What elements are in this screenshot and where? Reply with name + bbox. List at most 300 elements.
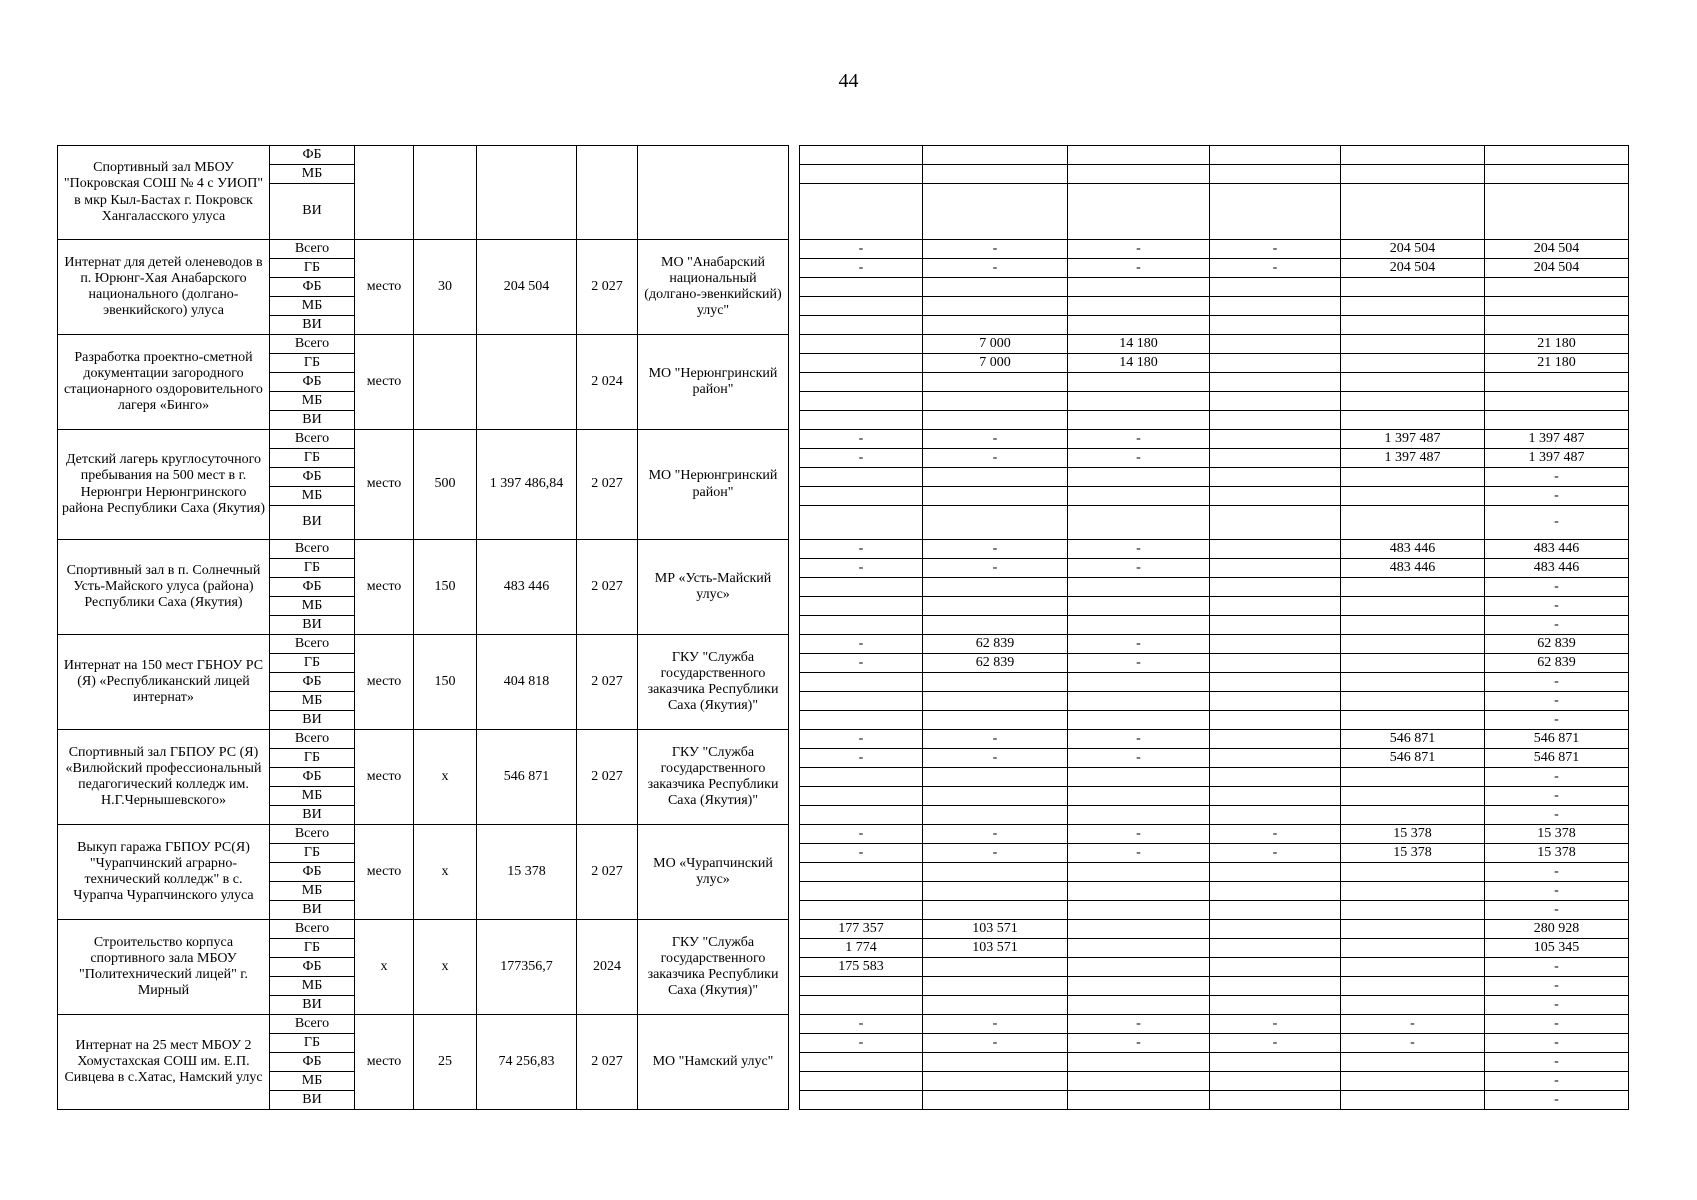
value-cell (800, 411, 923, 430)
value-cell (1341, 468, 1485, 487)
funding-type-cell: ФБ (270, 1053, 355, 1072)
value-cell (800, 316, 923, 335)
responsible-cell (638, 146, 789, 240)
value-cell (923, 278, 1068, 297)
value-cell: 1 397 487 (1341, 430, 1485, 449)
value-cell (1068, 787, 1210, 806)
value-cell (800, 184, 923, 240)
value-cell: 21 180 (1485, 335, 1629, 354)
value-cell (1068, 806, 1210, 825)
value-cell (1341, 635, 1485, 654)
value-cell: - (1341, 1015, 1485, 1034)
value-cell (1210, 578, 1341, 597)
responsible-cell: МО "Нерюнгринский район" (638, 430, 789, 540)
column-gap (789, 184, 800, 240)
value-cell (1341, 939, 1485, 958)
value-cell (1341, 1091, 1485, 1110)
column-gap (789, 354, 800, 373)
value-cell (1068, 711, 1210, 730)
capacity-cell (414, 335, 477, 430)
table-row (58, 335, 1629, 354)
column-gap (789, 939, 800, 958)
value-cell: - (1068, 430, 1210, 449)
table-row (58, 597, 1629, 616)
object-name-cell: Спортивный зал МБОУ "Покровская СОШ № 4 с УИОП" в мкр Кыл-Бастах г. Покровск Хангаласского улуса (58, 146, 270, 240)
funding-type-cell: ФБ (270, 578, 355, 597)
value-cell: 62 839 (923, 635, 1068, 654)
value-cell: - (1485, 1053, 1629, 1072)
value-cell (1210, 958, 1341, 977)
column-gap (789, 597, 800, 616)
unit-cell: место (355, 1015, 414, 1110)
funding-type-cell: МБ (270, 297, 355, 316)
funding-type-cell: ГБ (270, 749, 355, 768)
value-cell (1210, 806, 1341, 825)
value-cell (1068, 1053, 1210, 1072)
value-cell (1068, 882, 1210, 901)
table-row (58, 996, 1629, 1015)
value-cell (1210, 1053, 1341, 1072)
object-name-cell: Выкуп гаража ГБПОУ РС(Я) "Чурапчинский аграрно-технический колледж" в с. Чурапча Чурапчинского улуса (58, 825, 270, 920)
value-cell: - (923, 430, 1068, 449)
value-cell (923, 1072, 1068, 1091)
value-cell (1068, 901, 1210, 920)
table-row (58, 844, 1629, 863)
value-cell (1068, 597, 1210, 616)
value-cell (923, 768, 1068, 787)
value-cell: - (923, 844, 1068, 863)
value-cell (1210, 920, 1341, 939)
value-cell (1485, 373, 1629, 392)
value-cell (1068, 392, 1210, 411)
responsible-cell: ГКУ "Служба государственного заказчика Республики Саха (Якутия)" (638, 920, 789, 1015)
value-cell: - (1485, 901, 1629, 920)
table-row (58, 165, 1629, 184)
value-cell (1341, 711, 1485, 730)
value-cell (923, 787, 1068, 806)
table-row (58, 920, 1629, 939)
table-row (58, 316, 1629, 335)
value-cell (923, 297, 1068, 316)
column-gap (789, 635, 800, 654)
column-gap (789, 335, 800, 354)
value-cell: - (800, 654, 923, 673)
value-cell (1210, 506, 1341, 540)
table-row (58, 540, 1629, 559)
year-cell: 2 027 (577, 540, 638, 635)
capacity-cell: 150 (414, 540, 477, 635)
value-cell (923, 711, 1068, 730)
value-cell (923, 506, 1068, 540)
column-gap (789, 730, 800, 749)
value-cell: - (1485, 597, 1629, 616)
value-cell: 1 774 (800, 939, 923, 958)
value-cell: - (1485, 1072, 1629, 1091)
unit-cell: место (355, 825, 414, 920)
value-cell (1210, 278, 1341, 297)
value-cell (1210, 597, 1341, 616)
value-cell (1068, 920, 1210, 939)
value-cell (1210, 635, 1341, 654)
value-cell (1210, 882, 1341, 901)
column-gap (789, 711, 800, 730)
value-cell (1210, 901, 1341, 920)
year-cell: 2 024 (577, 335, 638, 430)
value-cell: 103 571 (923, 920, 1068, 939)
table-body (58, 146, 1629, 1110)
value-cell: - (1068, 654, 1210, 673)
value-cell (800, 354, 923, 373)
value-cell (800, 768, 923, 787)
funding-type-cell: ФБ (270, 673, 355, 692)
value-cell: - (1485, 1091, 1629, 1110)
column-gap (789, 1015, 800, 1034)
year-cell: 2024 (577, 920, 638, 1015)
capacity-cell: х (414, 825, 477, 920)
funding-type-cell: МБ (270, 165, 355, 184)
cost-cell: 204 504 (477, 240, 577, 335)
value-cell (1210, 749, 1341, 768)
value-cell: 105 345 (1485, 939, 1629, 958)
value-cell (1068, 958, 1210, 977)
cost-cell: 74 256,83 (477, 1015, 577, 1110)
value-cell (1068, 316, 1210, 335)
value-cell (800, 977, 923, 996)
value-cell: - (1485, 996, 1629, 1015)
table-row (58, 146, 1629, 165)
value-cell: - (1485, 616, 1629, 635)
capacity-cell: 30 (414, 240, 477, 335)
value-cell (1068, 411, 1210, 430)
value-cell: 1 397 487 (1485, 430, 1629, 449)
value-cell (1210, 468, 1341, 487)
table-row (58, 977, 1629, 996)
object-name-cell: Спортивный зал в п. Солнечный Усть-Майского улуса (района) Республики Саха (Якутия) (58, 540, 270, 635)
column-gap (789, 958, 800, 977)
value-cell: - (1485, 882, 1629, 901)
column-gap (789, 882, 800, 901)
value-cell: - (1485, 692, 1629, 711)
value-cell (1210, 449, 1341, 468)
table-row (58, 939, 1629, 958)
value-cell (1210, 411, 1341, 430)
value-cell (800, 996, 923, 1015)
table-row (58, 468, 1629, 487)
value-cell: - (800, 559, 923, 578)
column-gap (789, 559, 800, 578)
funding-type-cell: МБ (270, 597, 355, 616)
value-cell (1341, 692, 1485, 711)
column-gap (789, 616, 800, 635)
value-cell (1210, 977, 1341, 996)
funding-type-cell: Всего (270, 920, 355, 939)
value-cell (1068, 297, 1210, 316)
year-cell: 2 027 (577, 430, 638, 540)
capacity-cell: 500 (414, 430, 477, 540)
value-cell: - (923, 259, 1068, 278)
value-cell: - (1485, 506, 1629, 540)
column-gap (789, 468, 800, 487)
responsible-cell: ГКУ "Служба государственного заказчика Республики Саха (Якутия)" (638, 730, 789, 825)
value-cell (1485, 165, 1629, 184)
value-cell: 14 180 (1068, 354, 1210, 373)
value-cell (800, 787, 923, 806)
value-cell: 14 180 (1068, 335, 1210, 354)
column-gap (789, 901, 800, 920)
value-cell (800, 165, 923, 184)
value-cell: 15 378 (1485, 825, 1629, 844)
table-row (58, 392, 1629, 411)
value-cell (1341, 411, 1485, 430)
table-row (58, 578, 1629, 597)
value-cell (1210, 768, 1341, 787)
column-gap (789, 316, 800, 335)
column-gap (789, 240, 800, 259)
value-cell (800, 1091, 923, 1110)
value-cell (1485, 316, 1629, 335)
funding-type-cell: МБ (270, 692, 355, 711)
year-cell (577, 146, 638, 240)
value-cell (1210, 939, 1341, 958)
unit-cell: х (355, 920, 414, 1015)
value-cell (1068, 146, 1210, 165)
value-cell (1068, 506, 1210, 540)
value-cell (1210, 1072, 1341, 1091)
object-name-cell: Интернат на 150 мест ГБНОУ РС (Я) «Республиканский лицей интернат» (58, 635, 270, 730)
value-cell (800, 278, 923, 297)
value-cell (1210, 297, 1341, 316)
value-cell (923, 316, 1068, 335)
column-gap (789, 1072, 800, 1091)
value-cell (1210, 487, 1341, 506)
funding-type-cell: ГБ (270, 844, 355, 863)
value-cell: - (800, 259, 923, 278)
table-row (58, 373, 1629, 392)
funding-type-cell: ГБ (270, 939, 355, 958)
value-cell: - (1068, 449, 1210, 468)
value-cell (923, 146, 1068, 165)
value-cell (1485, 278, 1629, 297)
value-cell (1068, 939, 1210, 958)
funding-type-cell: ФБ (270, 958, 355, 977)
value-cell (1210, 335, 1341, 354)
value-cell: 62 839 (1485, 654, 1629, 673)
value-cell: - (800, 635, 923, 654)
cost-cell: 483 446 (477, 540, 577, 635)
value-cell (800, 506, 923, 540)
value-cell: - (800, 844, 923, 863)
table-row (58, 768, 1629, 787)
value-cell (1210, 430, 1341, 449)
value-cell (800, 297, 923, 316)
funding-type-cell: ВИ (270, 711, 355, 730)
value-cell (1210, 787, 1341, 806)
table-row (58, 487, 1629, 506)
value-cell: - (800, 430, 923, 449)
value-cell: - (923, 730, 1068, 749)
responsible-cell: МО "Анабарский национальный (долгано-эвенкийский) улус" (638, 240, 789, 335)
value-cell: - (1341, 1034, 1485, 1053)
column-gap (789, 540, 800, 559)
value-cell (923, 1053, 1068, 1072)
value-cell (1210, 146, 1341, 165)
capacity-cell (414, 146, 477, 240)
funding-type-cell: ВИ (270, 806, 355, 825)
column-gap (789, 654, 800, 673)
value-cell (1068, 616, 1210, 635)
table-row (58, 559, 1629, 578)
value-cell (1341, 882, 1485, 901)
funding-type-cell: ФБ (270, 146, 355, 165)
funding-type-cell: ВИ (270, 411, 355, 430)
value-cell (1210, 692, 1341, 711)
capacity-cell: 25 (414, 1015, 477, 1110)
value-cell: - (800, 1034, 923, 1053)
value-cell: 21 180 (1485, 354, 1629, 373)
funding-type-cell: Всего (270, 825, 355, 844)
value-cell (1210, 1091, 1341, 1110)
funding-type-cell: ФБ (270, 468, 355, 487)
value-cell (1341, 787, 1485, 806)
value-cell (923, 184, 1068, 240)
table-row (58, 184, 1629, 240)
table-row (58, 1015, 1629, 1034)
column-gap (789, 749, 800, 768)
value-cell (1068, 863, 1210, 882)
value-cell: - (1485, 787, 1629, 806)
unit-cell: место (355, 540, 414, 635)
column-gap (789, 1034, 800, 1053)
value-cell: - (1210, 1034, 1341, 1053)
responsible-cell: МО "Нерюнгринский район" (638, 335, 789, 430)
table-row (58, 863, 1629, 882)
value-cell (800, 863, 923, 882)
object-name-cell: Интернат для детей оленеводов в п. Юрюнг-Хая Анабарского национального (долгано-эвенкийского) улуса (58, 240, 270, 335)
value-cell (923, 468, 1068, 487)
table-row (58, 259, 1629, 278)
value-cell: 483 446 (1485, 540, 1629, 559)
funding-type-cell: ВИ (270, 1091, 355, 1110)
value-cell (1341, 920, 1485, 939)
value-cell: - (923, 449, 1068, 468)
table-row (58, 297, 1629, 316)
column-gap (789, 1091, 800, 1110)
value-cell: - (1485, 768, 1629, 787)
value-cell: - (800, 1015, 923, 1034)
value-cell: - (800, 749, 923, 768)
funding-type-cell: Всего (270, 240, 355, 259)
funding-type-cell: ФБ (270, 373, 355, 392)
value-cell: - (1068, 844, 1210, 863)
value-cell (1210, 730, 1341, 749)
value-cell (800, 882, 923, 901)
cost-cell: 177356,7 (477, 920, 577, 1015)
value-cell (923, 996, 1068, 1015)
year-cell: 2 027 (577, 635, 638, 730)
table-row (58, 673, 1629, 692)
value-cell: - (1068, 1015, 1210, 1034)
funding-type-cell: ГБ (270, 354, 355, 373)
table-row (58, 692, 1629, 711)
cost-cell (477, 146, 577, 240)
table-row (58, 882, 1629, 901)
object-name-cell: Спортивный зал ГБПОУ РС (Я) «Вилюйский профессиональный педагогический колледж им. Н.Г.Чернышевского» (58, 730, 270, 825)
value-cell: - (1485, 1034, 1629, 1053)
funding-type-cell: Всего (270, 730, 355, 749)
value-cell: - (1485, 578, 1629, 597)
value-cell (1210, 540, 1341, 559)
value-cell (1485, 411, 1629, 430)
table-row (58, 354, 1629, 373)
value-cell (800, 1053, 923, 1072)
funding-type-cell: ВИ (270, 616, 355, 635)
value-cell: 483 446 (1341, 559, 1485, 578)
value-cell (1485, 392, 1629, 411)
table-row (58, 1072, 1629, 1091)
funding-type-cell: ГБ (270, 654, 355, 673)
value-cell (800, 468, 923, 487)
object-name-cell: Строительство корпуса спортивного зала МБОУ "Политехнический лицей" г. Мирный (58, 920, 270, 1015)
column-gap (789, 487, 800, 506)
capacity-cell: х (414, 920, 477, 1015)
value-cell: - (1210, 825, 1341, 844)
column-gap (789, 411, 800, 430)
value-cell (1341, 768, 1485, 787)
value-cell (1341, 806, 1485, 825)
value-cell (923, 578, 1068, 597)
value-cell: 7 000 (923, 354, 1068, 373)
value-cell (1068, 692, 1210, 711)
value-cell (923, 165, 1068, 184)
funding-type-cell: ГБ (270, 259, 355, 278)
value-cell (923, 958, 1068, 977)
column-gap (789, 278, 800, 297)
value-cell (1341, 506, 1485, 540)
value-cell (800, 901, 923, 920)
cost-cell (477, 335, 577, 430)
value-cell: - (923, 559, 1068, 578)
value-cell (923, 673, 1068, 692)
table-row (58, 749, 1629, 768)
column-gap (789, 373, 800, 392)
value-cell (800, 335, 923, 354)
value-cell (1068, 768, 1210, 787)
funding-type-cell: МБ (270, 392, 355, 411)
value-cell: 204 504 (1485, 240, 1629, 259)
value-cell (1210, 616, 1341, 635)
value-cell: - (1068, 635, 1210, 654)
value-cell: - (1485, 673, 1629, 692)
value-cell: - (1485, 1015, 1629, 1034)
value-cell: - (923, 1015, 1068, 1034)
table-row (58, 240, 1629, 259)
table-row (58, 787, 1629, 806)
object-name-cell: Разработка проектно-сметной документации загородного стационарного оздоровительного лагеря «Бинго» (58, 335, 270, 430)
value-cell (923, 863, 1068, 882)
value-cell (1068, 977, 1210, 996)
table-row (58, 616, 1629, 635)
funding-type-cell: Всего (270, 635, 355, 654)
value-cell (1210, 392, 1341, 411)
value-cell: 15 378 (1485, 844, 1629, 863)
value-cell (1341, 146, 1485, 165)
funding-type-cell: ВИ (270, 184, 355, 240)
funding-type-cell: МБ (270, 882, 355, 901)
table-row (58, 278, 1629, 297)
value-cell (923, 616, 1068, 635)
funding-type-cell: ВИ (270, 901, 355, 920)
table-row (58, 411, 1629, 430)
